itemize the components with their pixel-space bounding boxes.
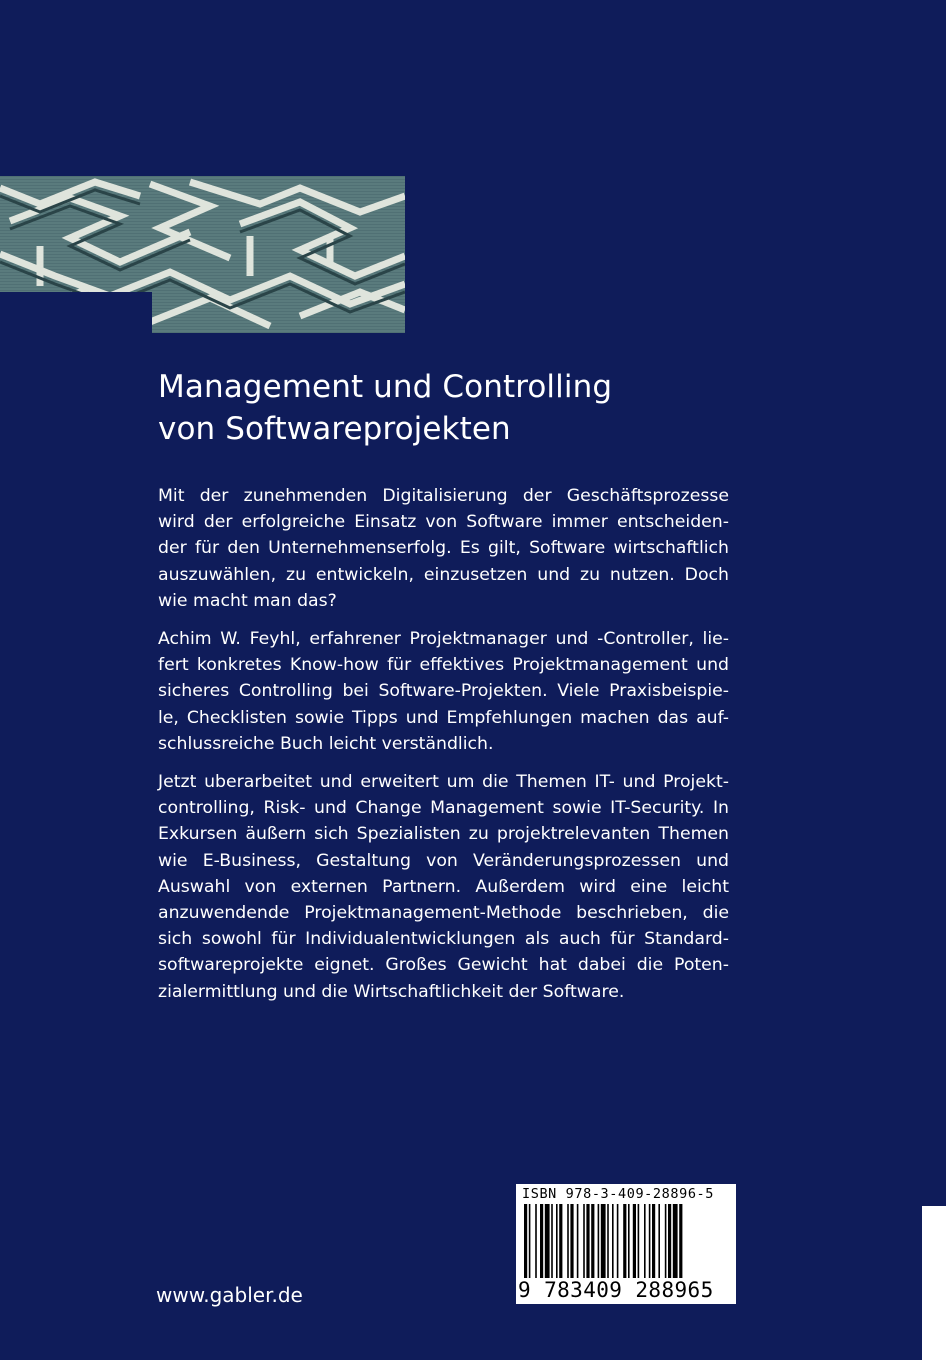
- text-line: Jetzt uberarbeitet und erweitert um die Themen IT- und Projekt-: [158, 772, 729, 793]
- text-line: wie E-Business, Gestaltung von Veränderungsprozessen und: [158, 850, 729, 871]
- text-line: zialermittlung und die Wirtschaftlichkeit der Software.: [158, 981, 625, 1002]
- text-line: der für den Unternehmenserfolg. Es gilt, Software wirtschaftlich: [158, 538, 729, 559]
- text-line: fert konkretes Know-how für effektives Projektmanagement und: [158, 655, 729, 676]
- ean-digits: 9 783409 288965: [518, 1278, 732, 1302]
- text-line: softwareprojekte eignet. Großes Gewicht hat dabei die Poten-: [158, 955, 729, 976]
- text-line: schlussreiche Buch leicht verständlich.: [158, 733, 494, 754]
- text-line: le, Checklisten sowie Tipps und Empfehlungen machen das auf-: [158, 707, 729, 728]
- text-line: wird der erfolgreiche Einsatz von Software immer entscheiden-: [158, 512, 729, 533]
- publisher-url[interactable]: www.gabler.de: [156, 1283, 303, 1307]
- edge-strip: [922, 1206, 946, 1360]
- text-line: wie macht man das?: [158, 590, 337, 611]
- text-line: sicheres Controlling bei Software-Projekten. Viele Praxisbeispie-: [158, 681, 729, 702]
- maze-notch: [0, 292, 152, 334]
- book-title: [158, 366, 758, 450]
- text-line: Auswahl von externen Partnern. Außerdem wird eine leicht: [158, 876, 729, 897]
- text-line: anzuwendende Projektmanagement-Methode beschrieben, die: [158, 903, 729, 924]
- text-line: auszuwählen, zu entwickeln, einzusetzen und zu nutzen. Doch: [158, 564, 729, 585]
- paragraph-2: [158, 626, 729, 757]
- text-line: Mit der zunehmenden Digitalisierung der Geschäftsprozesse: [158, 486, 729, 506]
- paragraph-1: [158, 483, 729, 614]
- title-line-1: Management und Controlling: [158, 369, 613, 405]
- paragraph-3: [158, 769, 729, 1005]
- isbn-label: ISBN 978-3-409-28896-5: [522, 1186, 715, 1202]
- text-line: Achim W. Feyhl, erfahrener Projektmanager und -Controller, lie-: [158, 629, 729, 650]
- isbn-barcode: [516, 1184, 736, 1304]
- text-line: Exkursen äußern sich Spezialisten zu projektrelevanten Themen: [158, 824, 729, 845]
- title-line-2: von Softwareprojekten: [158, 411, 511, 447]
- text-line: sich sowohl für Individualentwicklungen als auch für Standard-: [158, 929, 729, 950]
- text-line: controlling, Risk- und Change Management sowie IT-Security. In: [158, 798, 729, 819]
- blurb: [158, 483, 729, 1017]
